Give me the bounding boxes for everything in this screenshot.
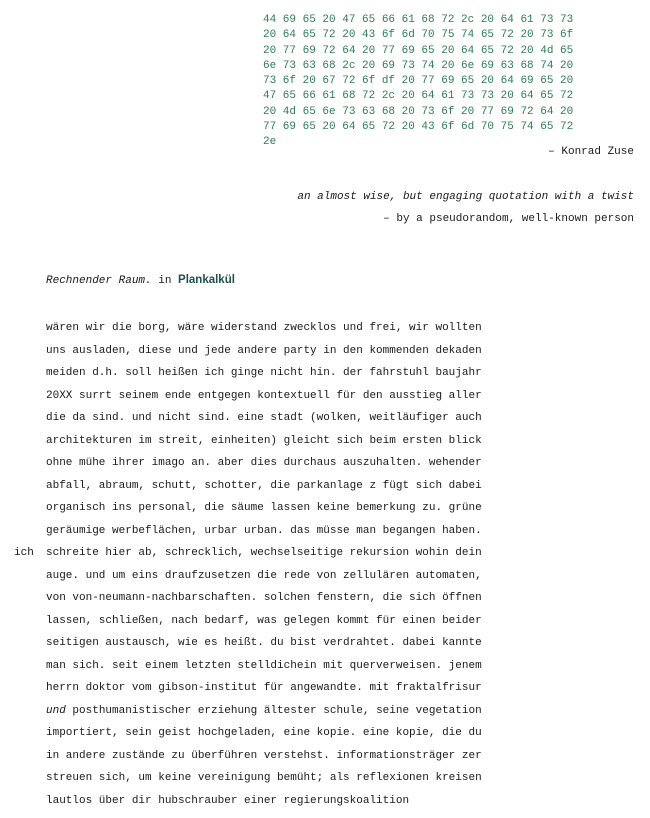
- body-line: man sich. seit einem letzten stelldichein mit querverweisen. jenem: [46, 659, 482, 672]
- body-line: wären wir die borg, wäre widerstand zwecklos und frei, wir wollten: [46, 322, 482, 334]
- hex-quotation: [263, 13, 643, 151]
- body-line: streuen sich, um keine vereinigung bemüht; als reflexionen kreisen: [46, 772, 482, 784]
- plankalkul-link[interactable]: Plankalkül: [178, 274, 235, 286]
- hex-line: 77 69 65 20 64 65 72 20 43 6f 6d 70 75 74 65 72: [263, 121, 574, 134]
- heading-connector: in: [151, 275, 179, 287]
- quote-attribution: – by a pseudorandom, well-known person: [383, 213, 634, 225]
- body-line-with-italic: [46, 700, 606, 723]
- body-line: 20XX surrt seinem ende entgegen kontextuell für den ausstieg aller: [46, 389, 482, 402]
- poem-body: [14, 317, 606, 812]
- body-line: uns ausladen, diese und jede andere party in den kommenden dekaden: [46, 344, 482, 357]
- body-line-text: schreite hier ab, schrecklich, wechselseitige rekursion wohin dein: [46, 547, 482, 559]
- hex-line: 20 64 65 72 20 43 6f 6d 70 75 74 65 72 20 73 6f: [263, 29, 574, 42]
- body-line: in andere zustände zu überführen verstehst. informationsträger zer: [46, 749, 482, 762]
- body-line: abfall, abraum, schutt, schotter, die parkanlage z fügt sich dabei: [46, 479, 482, 492]
- body-line: organisch ins personal, die säume lassen keine bemerkung zu. grüne: [46, 502, 482, 514]
- margin-word: ich: [14, 547, 34, 559]
- body-line: geräumige werbeflächen, urbar urban. das müsse man begangen haben.: [46, 524, 482, 537]
- heading-title: Rechnender Raum.: [46, 275, 152, 287]
- hex-line: 73 6f 20 67 72 6f df 20 77 69 65 20 64 69 65 20: [263, 75, 574, 88]
- hex-line: 2e: [263, 136, 277, 149]
- epigraph-quote: an almost wise, but engaging quotation with a twist: [297, 191, 634, 203]
- body-line: meiden d.h. soll heißen ich ginge nicht hin. der fahrstuhl baujahr: [46, 367, 482, 379]
- body-line: lautlos über dir hubschrauber einer regierungskoalition: [46, 794, 410, 807]
- body-line: seitigen austausch, wie es heißt. du bist verdrahtet. dabei kannte: [46, 637, 482, 649]
- body-line: architekturen im streit, einheiten) gleicht sich beim ersten blick: [46, 434, 482, 447]
- body-line: auge. und um eins draufzusetzen die rede von zellulären automaten,: [46, 569, 482, 582]
- italic-word: und: [46, 704, 66, 717]
- section-heading: [46, 274, 235, 287]
- body-line-with-margin: [14, 542, 606, 565]
- zuse-attribution: – Konrad Zuse: [548, 146, 634, 158]
- body-line: von von-neumann-nachbarschaften. solchen fenstern, die sich öffnen: [46, 592, 482, 604]
- hex-line: 47 65 66 61 68 72 2c 20 64 61 73 73 20 64 65 72: [263, 90, 574, 103]
- body-line: importiert, sein geist hochgeladen, eine kopie. eine kopie, die du: [46, 727, 482, 739]
- hex-line: 6e 73 63 68 2c 20 69 73 74 20 6e 69 63 68 74 20: [263, 59, 574, 72]
- body-line: ohne mühe ihrer imago an. aber dies durchaus auszuhalten. wehender: [46, 457, 482, 469]
- hex-line: 20 4d 65 6e 73 63 68 20 73 6f 20 77 69 72 64 20: [263, 105, 574, 118]
- body-line-text: posthumanistischer erziehung ältester schule, seine vegetation: [65, 704, 482, 717]
- body-line: lassen, schließen, nach bedarf, was gelegen kommt für einen beider: [46, 614, 482, 627]
- hex-line: 20 77 69 72 64 20 77 69 65 20 64 65 72 20 4d 65: [263, 44, 574, 57]
- body-line: die da sind. und nicht sind. eine stadt (wolken, weitläufiger auch: [46, 412, 482, 424]
- hex-line: 44 69 65 20 47 65 66 61 68 72 2c 20 64 61 73 73: [263, 14, 574, 26]
- body-line: herrn doktor vom gibson-institut für angewandte. mit fraktalfrisur: [46, 682, 482, 694]
